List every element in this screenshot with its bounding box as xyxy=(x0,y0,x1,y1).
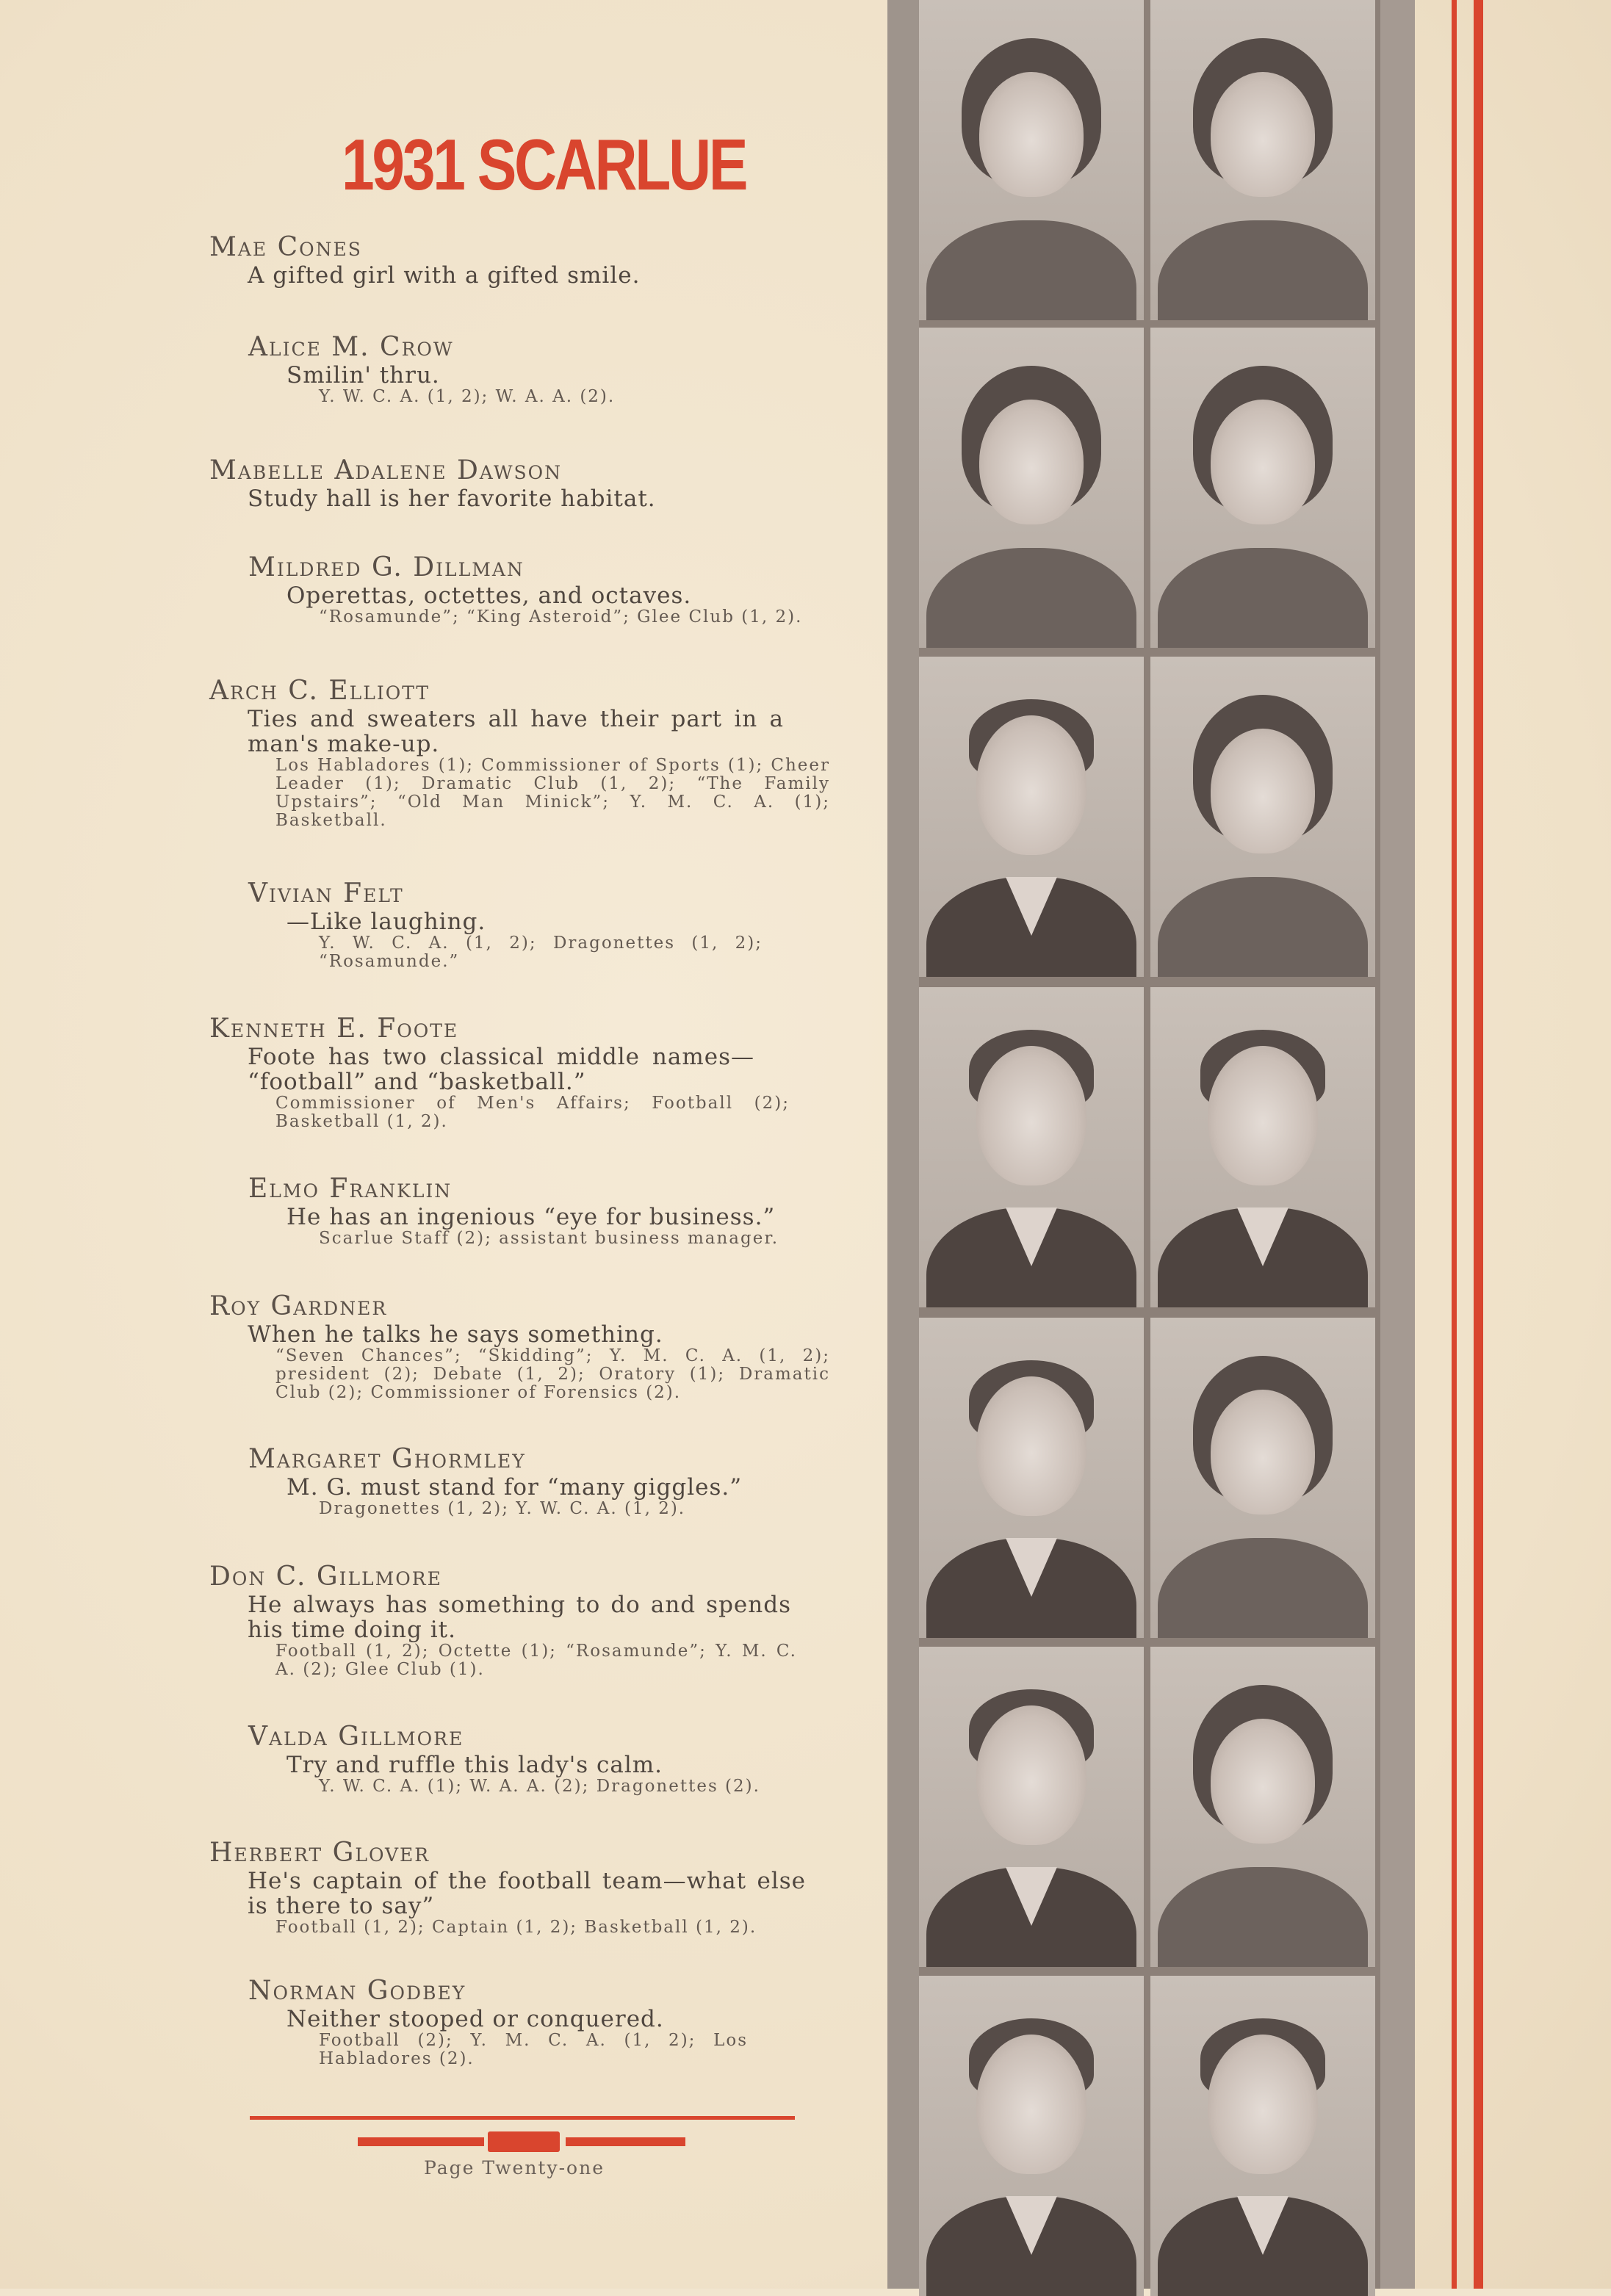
page-number: Page Twenty-one xyxy=(424,2157,605,2178)
student-quote: Operettas, octettes, and octaves. xyxy=(286,582,692,609)
student-quote: He always has something to do and spends his time doing it. xyxy=(248,1592,791,1643)
photo-strip xyxy=(887,0,1415,2289)
student-name: Norman Godbey xyxy=(248,1976,466,2006)
student-quote: A gifted girl with a gifted smile. xyxy=(248,262,641,289)
student-activities: “Seven Chances”; “Skidding”; Y. M. C. A. (1, 2); president (2); Debate (1, 2); Oratory (1); Dramatic Club (2); Commissioner of Forensics (2). xyxy=(275,1346,830,1402)
entry-elmo-franklin xyxy=(248,1174,821,1248)
portrait-photo xyxy=(919,1318,1144,1638)
student-name: Arch C. Elliott xyxy=(209,676,430,706)
student-quote: Ties and sweaters all have their part in a man's make-up. xyxy=(248,706,784,757)
portrait-photo xyxy=(1150,657,1375,977)
student-activities: Y. W. C. A. (1); W. A. A. (2); Dragonettes (2). xyxy=(319,1777,760,1796)
student-name: Valda Gillmore xyxy=(248,1722,464,1752)
entry-margaret-ghormley xyxy=(248,1444,785,1518)
strip-border-left xyxy=(887,0,919,2289)
portrait-photo xyxy=(919,657,1144,977)
student-activities: Commissioner of Men's Affairs; Football (2); Basketball (1, 2). xyxy=(275,1094,790,1131)
student-quote: Neither stooped or conquered. xyxy=(286,2006,664,2032)
student-name: Roy Gardner xyxy=(209,1291,388,1321)
student-activities: Football (1, 2); Octette (1); “Rosamunde”; Y. M. C. A. (2); Glee Club (1). xyxy=(275,1642,797,1679)
entry-vivian-felt xyxy=(248,878,763,971)
student-activities: Y. W. C. A. (1, 2); Dragonettes (1, 2); “Rosamunde.” xyxy=(319,934,763,971)
border-stripe-thin xyxy=(1452,0,1457,2289)
entry-kenneth-foote xyxy=(209,1014,790,1131)
portrait-photo xyxy=(919,987,1144,1307)
student-name: Margaret Ghormley xyxy=(248,1444,526,1474)
student-name: Vivian Felt xyxy=(248,878,404,909)
portrait-photo xyxy=(1150,1647,1375,1967)
student-activities: Y. W. C. A. (1, 2); W. A. A. (2). xyxy=(319,387,616,406)
entry-alice-crow xyxy=(248,332,704,406)
portrait-photo xyxy=(1150,1318,1375,1638)
portrait-photo xyxy=(919,1976,1144,2296)
student-quote: Smilin' thru. xyxy=(286,362,440,389)
entry-mildred-dillman xyxy=(248,552,829,627)
portrait-photo xyxy=(919,328,1144,648)
student-name: Mildred G. Dillman xyxy=(248,552,525,582)
footer-ornament-right xyxy=(566,2137,685,2146)
student-quote: Foote has two classical middle names— “football” and “basketball.” xyxy=(248,1044,754,1095)
entry-herbert-glover xyxy=(209,1838,812,1937)
strip-border-right xyxy=(1380,0,1415,2289)
entry-don-gillmore xyxy=(209,1562,797,1679)
student-name: Don C. Gillmore xyxy=(209,1562,442,1592)
student-quote: Try and ruffle this lady's calm. xyxy=(286,1752,663,1778)
entry-mabelle-dawson xyxy=(209,455,871,511)
portrait-photo xyxy=(1150,1976,1375,2296)
student-quote: When he talks he says something. xyxy=(248,1321,663,1348)
footer-ornament-center xyxy=(488,2131,560,2152)
student-quote: He has an ingenious “eye for business.” xyxy=(286,1204,776,1230)
entry-valda-gillmore xyxy=(248,1722,836,1796)
student-quote: M. G. must stand for “many giggles.” xyxy=(286,1474,743,1501)
student-name: Kenneth E. Foote xyxy=(209,1014,459,1044)
student-activities: Football (2); Y. M. C. A. (1, 2); Los Habladores (2). xyxy=(319,2031,748,2068)
entry-arch-elliott xyxy=(209,676,830,830)
portrait-photo xyxy=(919,1647,1144,1967)
student-quote: He's captain of the football team—what else is there to say” xyxy=(248,1868,806,1919)
student-name: Herbert Glover xyxy=(209,1838,430,1868)
student-quote: —Like laughing. xyxy=(286,909,486,935)
portrait-photo xyxy=(1150,328,1375,648)
border-stripe-thick xyxy=(1474,0,1483,2289)
portrait-photo xyxy=(1150,987,1375,1307)
student-activities: Football (1, 2); Captain (1, 2); Basketball (1, 2). xyxy=(275,1918,757,1937)
portrait-photo xyxy=(919,0,1144,320)
student-name: Alice M. Crow xyxy=(248,332,454,362)
student-activities: Scarlue Staff (2); assistant business manager. xyxy=(319,1229,779,1248)
entry-norman-godbey xyxy=(248,1976,748,2068)
student-name: Mae Cones xyxy=(209,232,362,262)
student-quote: Study hall is her favorite habitat. xyxy=(248,485,656,512)
entry-mae-cones xyxy=(209,232,871,288)
entry-roy-gardner xyxy=(209,1291,830,1402)
page-title: 1931 SCARLUE xyxy=(342,124,746,205)
student-name: Mabelle Adalene Dawson xyxy=(209,455,563,485)
student-activities: Dragonettes (1, 2); Y. W. C. A. (1, 2). xyxy=(319,1499,686,1518)
footer-ornament-left xyxy=(358,2137,484,2146)
footer-rule xyxy=(250,2116,795,2120)
student-activities: “Rosamunde”; “King Asteroid”; Glee Club (1, 2). xyxy=(319,607,803,627)
student-name: Elmo Franklin xyxy=(248,1174,453,1204)
portrait-photo xyxy=(1150,0,1375,320)
student-activities: Los Habladores (1); Commissioner of Sports (1); Cheer Leader (1); Dramatic Club (1, 2); “The Family Upstairs”; “Old Man Minick”; Y. M. C. A. (1); Basketball. xyxy=(275,756,830,830)
